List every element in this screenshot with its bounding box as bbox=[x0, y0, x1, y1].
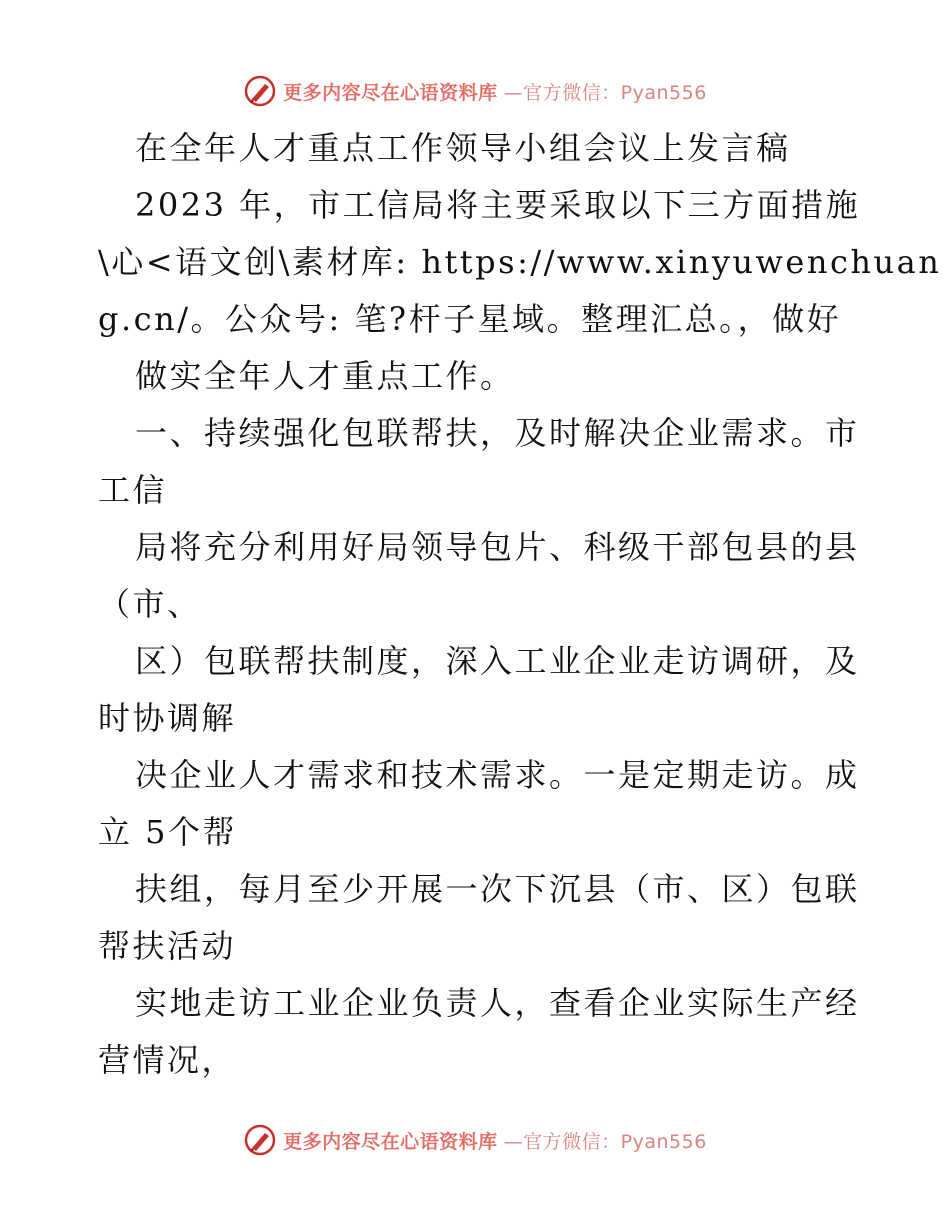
watermark-main-text: 更多内容尽在心语资料库 bbox=[283, 1130, 498, 1153]
doc-line: 扶组，每月至少开展一次下沉县（市、区）包联 bbox=[135, 870, 860, 908]
doc-line: 决企业人才需求和技术需求。一是定期走访。成 bbox=[135, 756, 860, 794]
doc-line: \心<语文创\素材库: https://www.xinyuwenchuan bbox=[98, 243, 942, 281]
watermark-sub-text: —官方微信：Pyan556 bbox=[503, 1130, 707, 1153]
doc-line: g.cn/。公众号: 笔?杆子星域。整理汇总。，做好 bbox=[98, 300, 842, 338]
doc-line: 帮扶活动 bbox=[98, 927, 237, 965]
watermark-main-text: 更多内容尽在心语资料库 bbox=[283, 81, 498, 104]
doc-line: 时协调解 bbox=[98, 699, 237, 737]
document-body bbox=[98, 120, 942, 1089]
header-watermark bbox=[0, 71, 950, 111]
pen-logo-icon bbox=[243, 1123, 277, 1157]
doc-line: 一、持续强化包联帮扶，及时解决企业需求。市 bbox=[135, 414, 860, 452]
doc-line: 工信 bbox=[98, 471, 168, 509]
doc-title: 在全年人才重点工作领导小组会议上发言稿 bbox=[135, 129, 791, 167]
doc-line: 局将充分利用好局领导包片、科级干部包县的县 bbox=[135, 528, 860, 566]
watermark-sub-text: —官方微信：Pyan556 bbox=[503, 81, 707, 104]
doc-line: （市、 bbox=[98, 585, 202, 623]
doc-line: 区）包联帮扶制度，深入工业企业走访调研，及 bbox=[135, 642, 860, 680]
doc-line: 营情况， bbox=[98, 1041, 237, 1079]
doc-line: 做实全年人才重点工作。 bbox=[135, 357, 515, 395]
footer-watermark bbox=[0, 1120, 950, 1160]
pen-logo-icon bbox=[243, 74, 277, 108]
doc-line: 2023 年，市工信局将主要采取以下三方面措施 bbox=[135, 186, 861, 224]
doc-line: 实地走访工业企业负责人，查看企业实际生产经 bbox=[135, 984, 860, 1022]
doc-line: 立 5个帮 bbox=[98, 813, 238, 851]
